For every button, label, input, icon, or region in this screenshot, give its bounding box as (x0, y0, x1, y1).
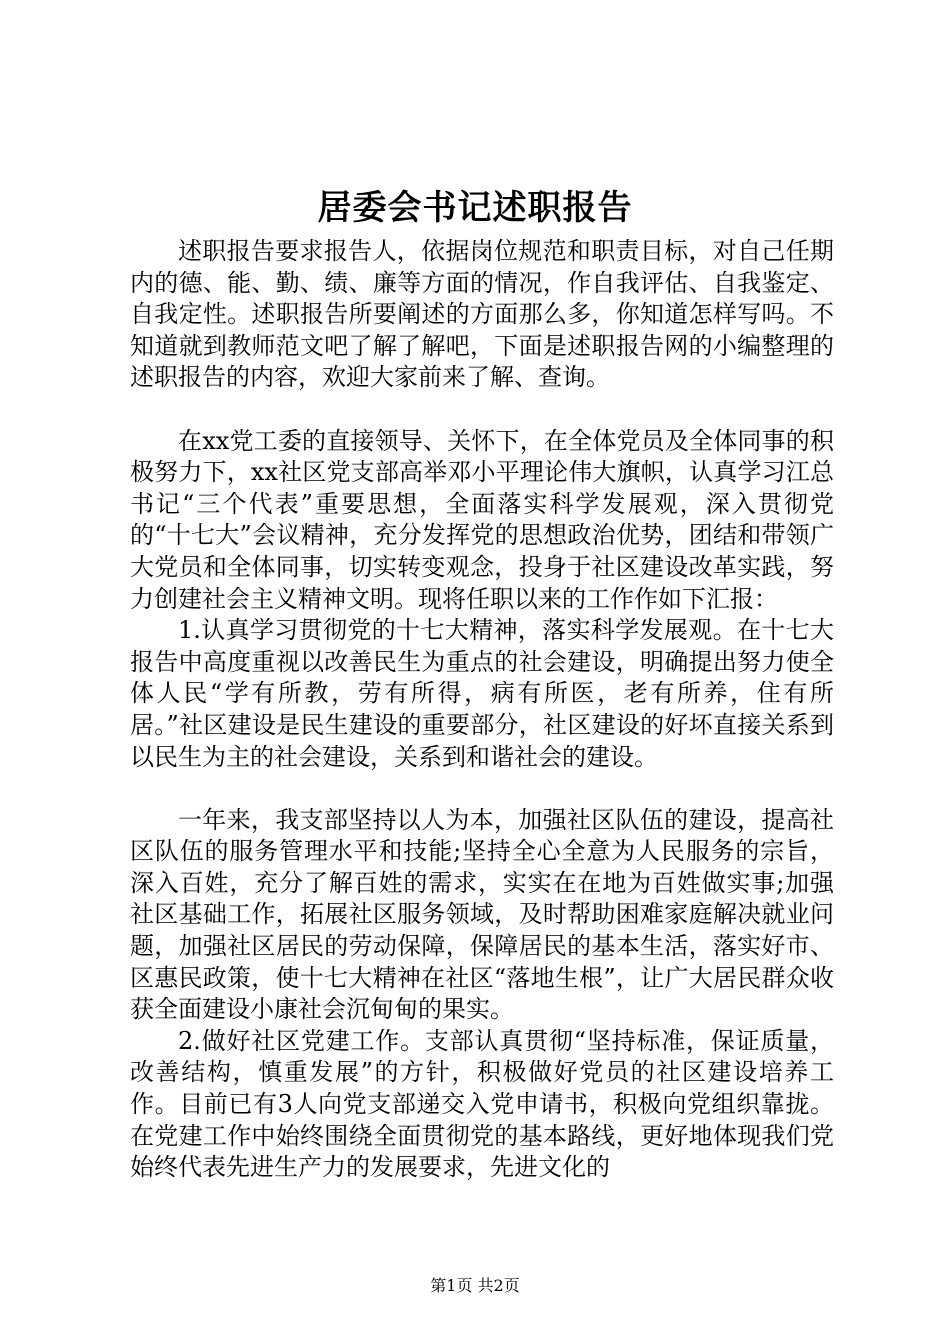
body-paragraph: 在xx党工委的直接领导、关怀下，在全体党员及全体同事的积极努力下，xx社区党支部高举邓小平理论伟大旗帜，认真学习江总书记“三个代表”重要思想，全面落实科学发展观，深入贯彻党的“十七大”会议精神，充分发挥党的思想政治优势，团结和带领广大党员和全体同事，切实转变观念，投身于社区建设改革实践，努力创建社会主义精神文明。现将任职以来的工作作如下汇报： (130, 426, 834, 613)
page-footer: 第1页 共2页 (430, 1276, 520, 1295)
intro-paragraph: 述职报告要求报告人，依据岗位规范和职责目标，对自己任期内的德、能、勤、绩、廉等方面的情况，作自我评估、自我鉴定、自我定性。述职报告所要阐述的方面那么多，你知道怎样写吗。不知道就到教师范文吧了解了解吧，下面是述职报告网的小编整理的述职报告的内容，欢迎大家前来了解、查询。 (130, 237, 834, 392)
body-paragraph: 一年来，我支部坚持以人为本，加强社区队伍的建设，提高社区队伍的服务管理水平和技能;坚持全心全意为人民服务的宗旨，深入百姓，充分了解百姓的需求，实实在在地为百姓做实事;加强社区基础工作，拓展社区服务领域，及时帮助困难家庭解决就业问题，加强社区居民的劳动保障，保障居民的基本生活，落实好市、区惠民政策，使十七大精神在社区“落地生根”，让广大居民群众收获全面建设小康社会沉甸甸的果实。 (130, 805, 834, 1024)
document-title: 居委会书记述职报告 (317, 188, 633, 228)
document-body (130, 236, 834, 1184)
body-paragraph: 2.做好社区党建工作。支部认真贯彻“坚持标准，保证质量，改善结构，慎重发展”的方针，积极做好党员的社区建设培养工作。目前已有3人向党支部递交入党申请书，积极向党组织靠拢。在党建工作中始终围绕全面贯彻党的基本路线，更好地体现我们党始终代表先进生产力的发展要求，先进文化的 (130, 1026, 834, 1182)
body-paragraph: 1.认真学习贯彻党的十七大精神，落实科学发展观。在十七大报告中高度重视以改善民生为重点的社会建设，明确提出努力使全体人民“学有所教，劳有所得，病有所医，老有所养，住有所居。”社区建设是民生建设的重要部分，社区建设的好坏直接关系到以民生为主的社会建设，关系到和谐社会的建设。 (130, 616, 834, 771)
